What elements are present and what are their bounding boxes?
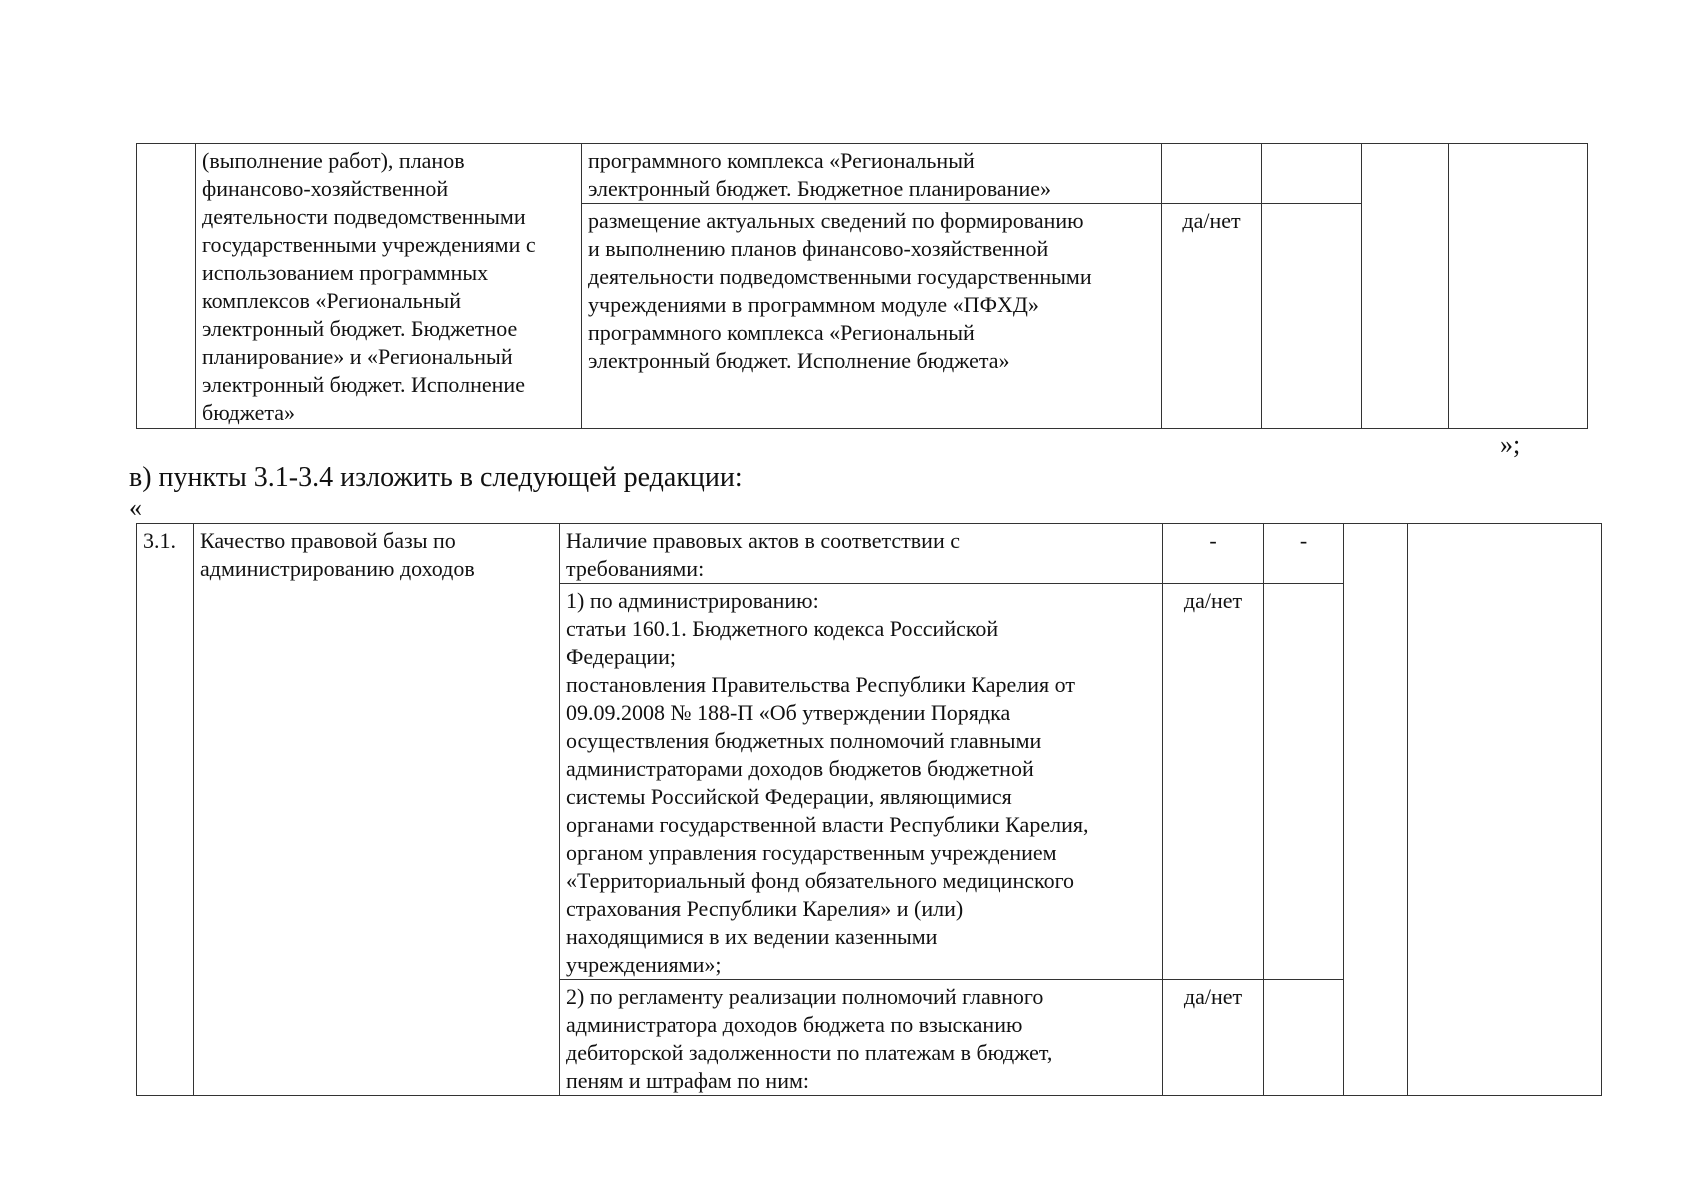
closing-quote: »; [1500, 430, 1521, 459]
opening-quote: « [129, 493, 142, 522]
indicator-line: планирование» и «Региональный [202, 344, 513, 369]
criterion-cell: 1) по администрированию: статьи 160.1. Бюджетного кодекса Российской Федерации; постановления Правительства Республики Карелия от 09.09.2008 № 188-П «Об утверждении Порядка осуществления бюджетных полномочий главными администраторами доходов бюджетов бюджетной системы Российской Федерации, являющимися органами государственной власти Республики Карелия, органом управления государственным учреждением «Территориальный фонд обязательного медицинского страхования Республики Карелия» и (или) находящимися в их ведении казенными учреждениями»; [560, 584, 1163, 980]
indicator-line: электронный бюджет. Исполнение [202, 372, 525, 397]
score-cell [1362, 144, 1449, 429]
indicators-table [136, 523, 1602, 1096]
indicator-cell [196, 144, 582, 429]
indicator-line: (выполнение работ), планов [202, 148, 465, 173]
criterion-cell: размещение актуальных сведений по формированию и выполнению планов финансово-хозяйственной деятельности подведомственными государственными учреждениями в программном модуле «ПФХД» программного комплекса «Региональный электронный бюджет. Исполнение бюджета» [582, 204, 1162, 429]
criterion-cell: Наличие правовых актов в соответствии с требованиями: [560, 524, 1163, 584]
value-cell [1262, 144, 1362, 204]
indicator-line: государственными учреждениями с [202, 232, 536, 257]
unit-cell: - [1163, 524, 1264, 584]
value-cell: - [1264, 524, 1344, 584]
criterion-cell: программного комплекса «Региональный электронный бюджет. Бюджетное планирование» [582, 144, 1162, 204]
unit-cell: да/нет [1162, 204, 1262, 429]
amendment-paragraph: в) пункты 3.1-3.4 изложить в следующей редакции: [129, 462, 743, 493]
indicator-line: электронный бюджет. Бюджетное [202, 316, 518, 341]
unit-cell: да/нет [1163, 584, 1264, 980]
value-cell [1264, 980, 1344, 1096]
indicator-line: финансово-хозяйственной [202, 176, 449, 201]
indicator-line: комплексов «Региональный [202, 288, 461, 313]
number-cell: 3.1. [137, 524, 194, 1096]
notes-cell [1408, 524, 1602, 1096]
number-cell [137, 144, 196, 429]
indicator-line: использованием программных [202, 260, 489, 285]
notes-cell [1449, 144, 1588, 429]
unit-cell: да/нет [1163, 980, 1264, 1096]
indicator-line: бюджета» [202, 400, 296, 425]
indicator-line: деятельности подведомственными [202, 204, 526, 229]
value-cell [1264, 584, 1344, 980]
unit-cell [1162, 144, 1262, 204]
indicator-cell: Качество правовой базы по администрированию доходов [194, 524, 560, 1096]
criterion-cell: 2) по регламенту реализации полномочий главного администратора доходов бюджета по взысканию дебиторской задолженности по платежам в бюджет, пеням и штрафам по ним: [560, 980, 1163, 1096]
score-cell [1344, 524, 1408, 1096]
value-cell [1262, 204, 1362, 429]
continuation-table [136, 143, 1588, 429]
